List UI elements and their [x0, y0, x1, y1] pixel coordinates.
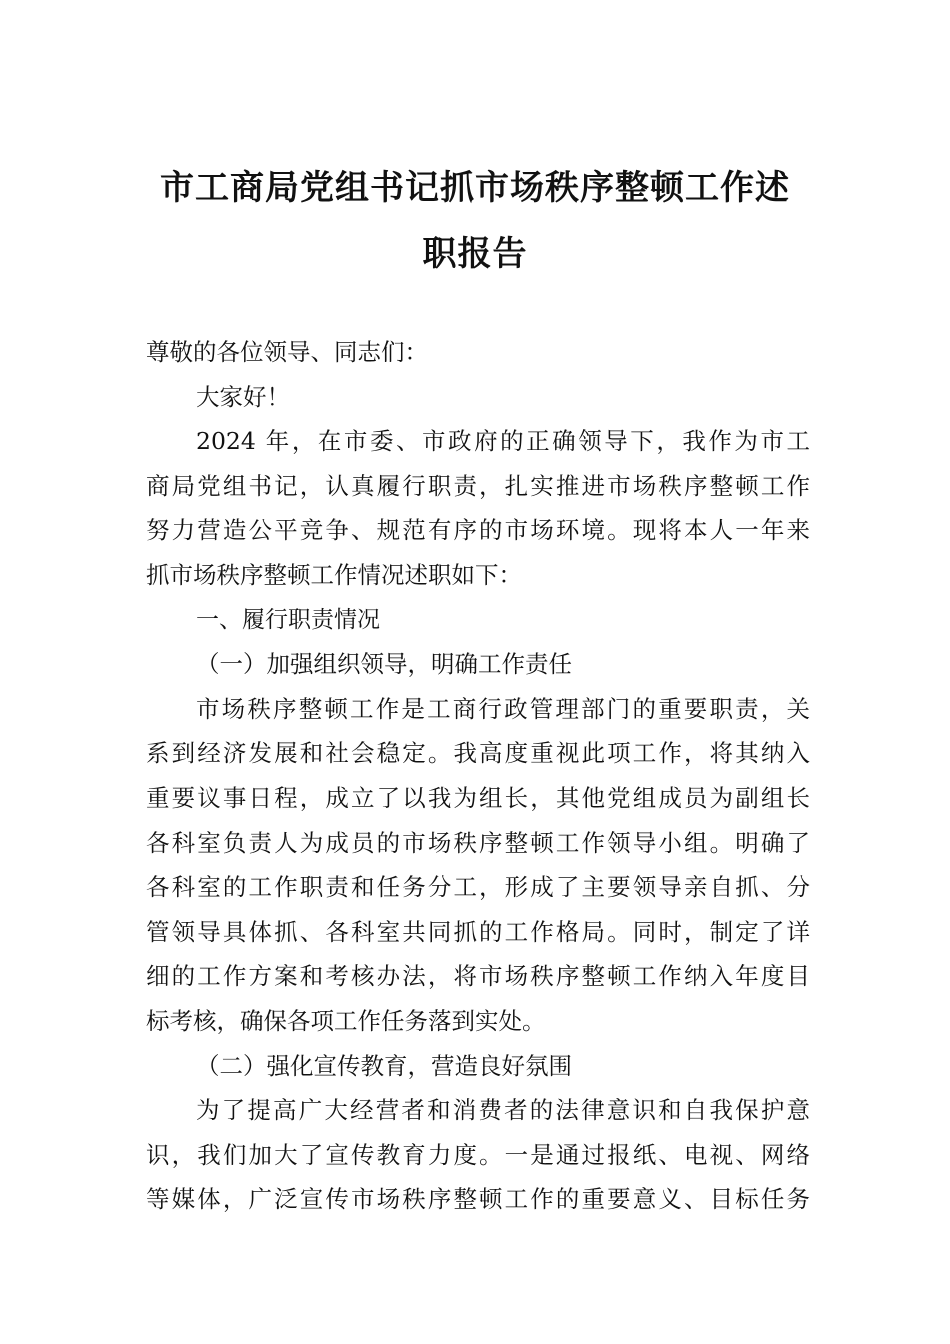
paragraph-line: 各科室的工作职责和任务分工，形成了主要领导亲自抓、分 [146, 873, 810, 902]
greeting: 大家好！ [196, 382, 290, 411]
section-heading-1: 一、履行职责情况 [196, 606, 380, 633]
document-title-line-1: 市工商局党组书记抓市场秩序整顿工作述 [160, 168, 790, 208]
paragraph-line: 市场秩序整顿工作是工商行政管理部门的重要职责，关 [196, 694, 810, 723]
paragraph-line: 标考核，确保各项工作任务落到实处。 [146, 1006, 546, 1035]
paragraph-line: 识，我们加大了宣传教育力度。一是通过报纸、电视、网络 [146, 1140, 810, 1169]
intro-line: 抓市场秩序整顿工作情况述职如下： [146, 560, 522, 589]
intro-line: 2024 年，在市委、市政府的正确领导下，我作为市工 [196, 427, 810, 456]
intro-line: 努力营造公平竞争、规范有序的市场环境。现将本人一年来 [146, 516, 810, 545]
paragraph-line: 管领导具体抓、各科室共同抓的工作格局。同时，制定了详 [146, 917, 810, 946]
paragraph-line: 重要议事日程，成立了以我为组长，其他党组成员为副组长 [146, 783, 810, 812]
document-title-line-2: 职报告 [422, 234, 528, 274]
subsection-heading-1: （一）加强组织领导，明确工作责任 [196, 650, 572, 679]
paragraph-line: 各科室负责人为成员的市场秩序整顿工作领导小组。明确了 [146, 828, 810, 857]
paragraph-line: 为了提高广大经营者和消费者的法律意识和自我保护意 [196, 1096, 810, 1125]
paragraph-line: 细的工作方案和考核办法，将市场秩序整顿工作纳入年度目 [146, 962, 810, 991]
paragraph-line: 等媒体，广泛宣传市场秩序整顿工作的重要意义、目标任务 [146, 1185, 810, 1214]
document-body [146, 330, 810, 1222]
intro-line: 商局党组书记，认真履行职责，扎实推进市场秩序整顿工作 [146, 471, 810, 500]
subsection-heading-2: （二）强化宣传教育，营造良好氛围 [196, 1051, 572, 1080]
salutation: 尊敬的各位领导、同志们： [146, 338, 428, 366]
paragraph-line: 系到经济发展和社会稳定。我高度重视此项工作，将其纳入 [146, 739, 810, 768]
